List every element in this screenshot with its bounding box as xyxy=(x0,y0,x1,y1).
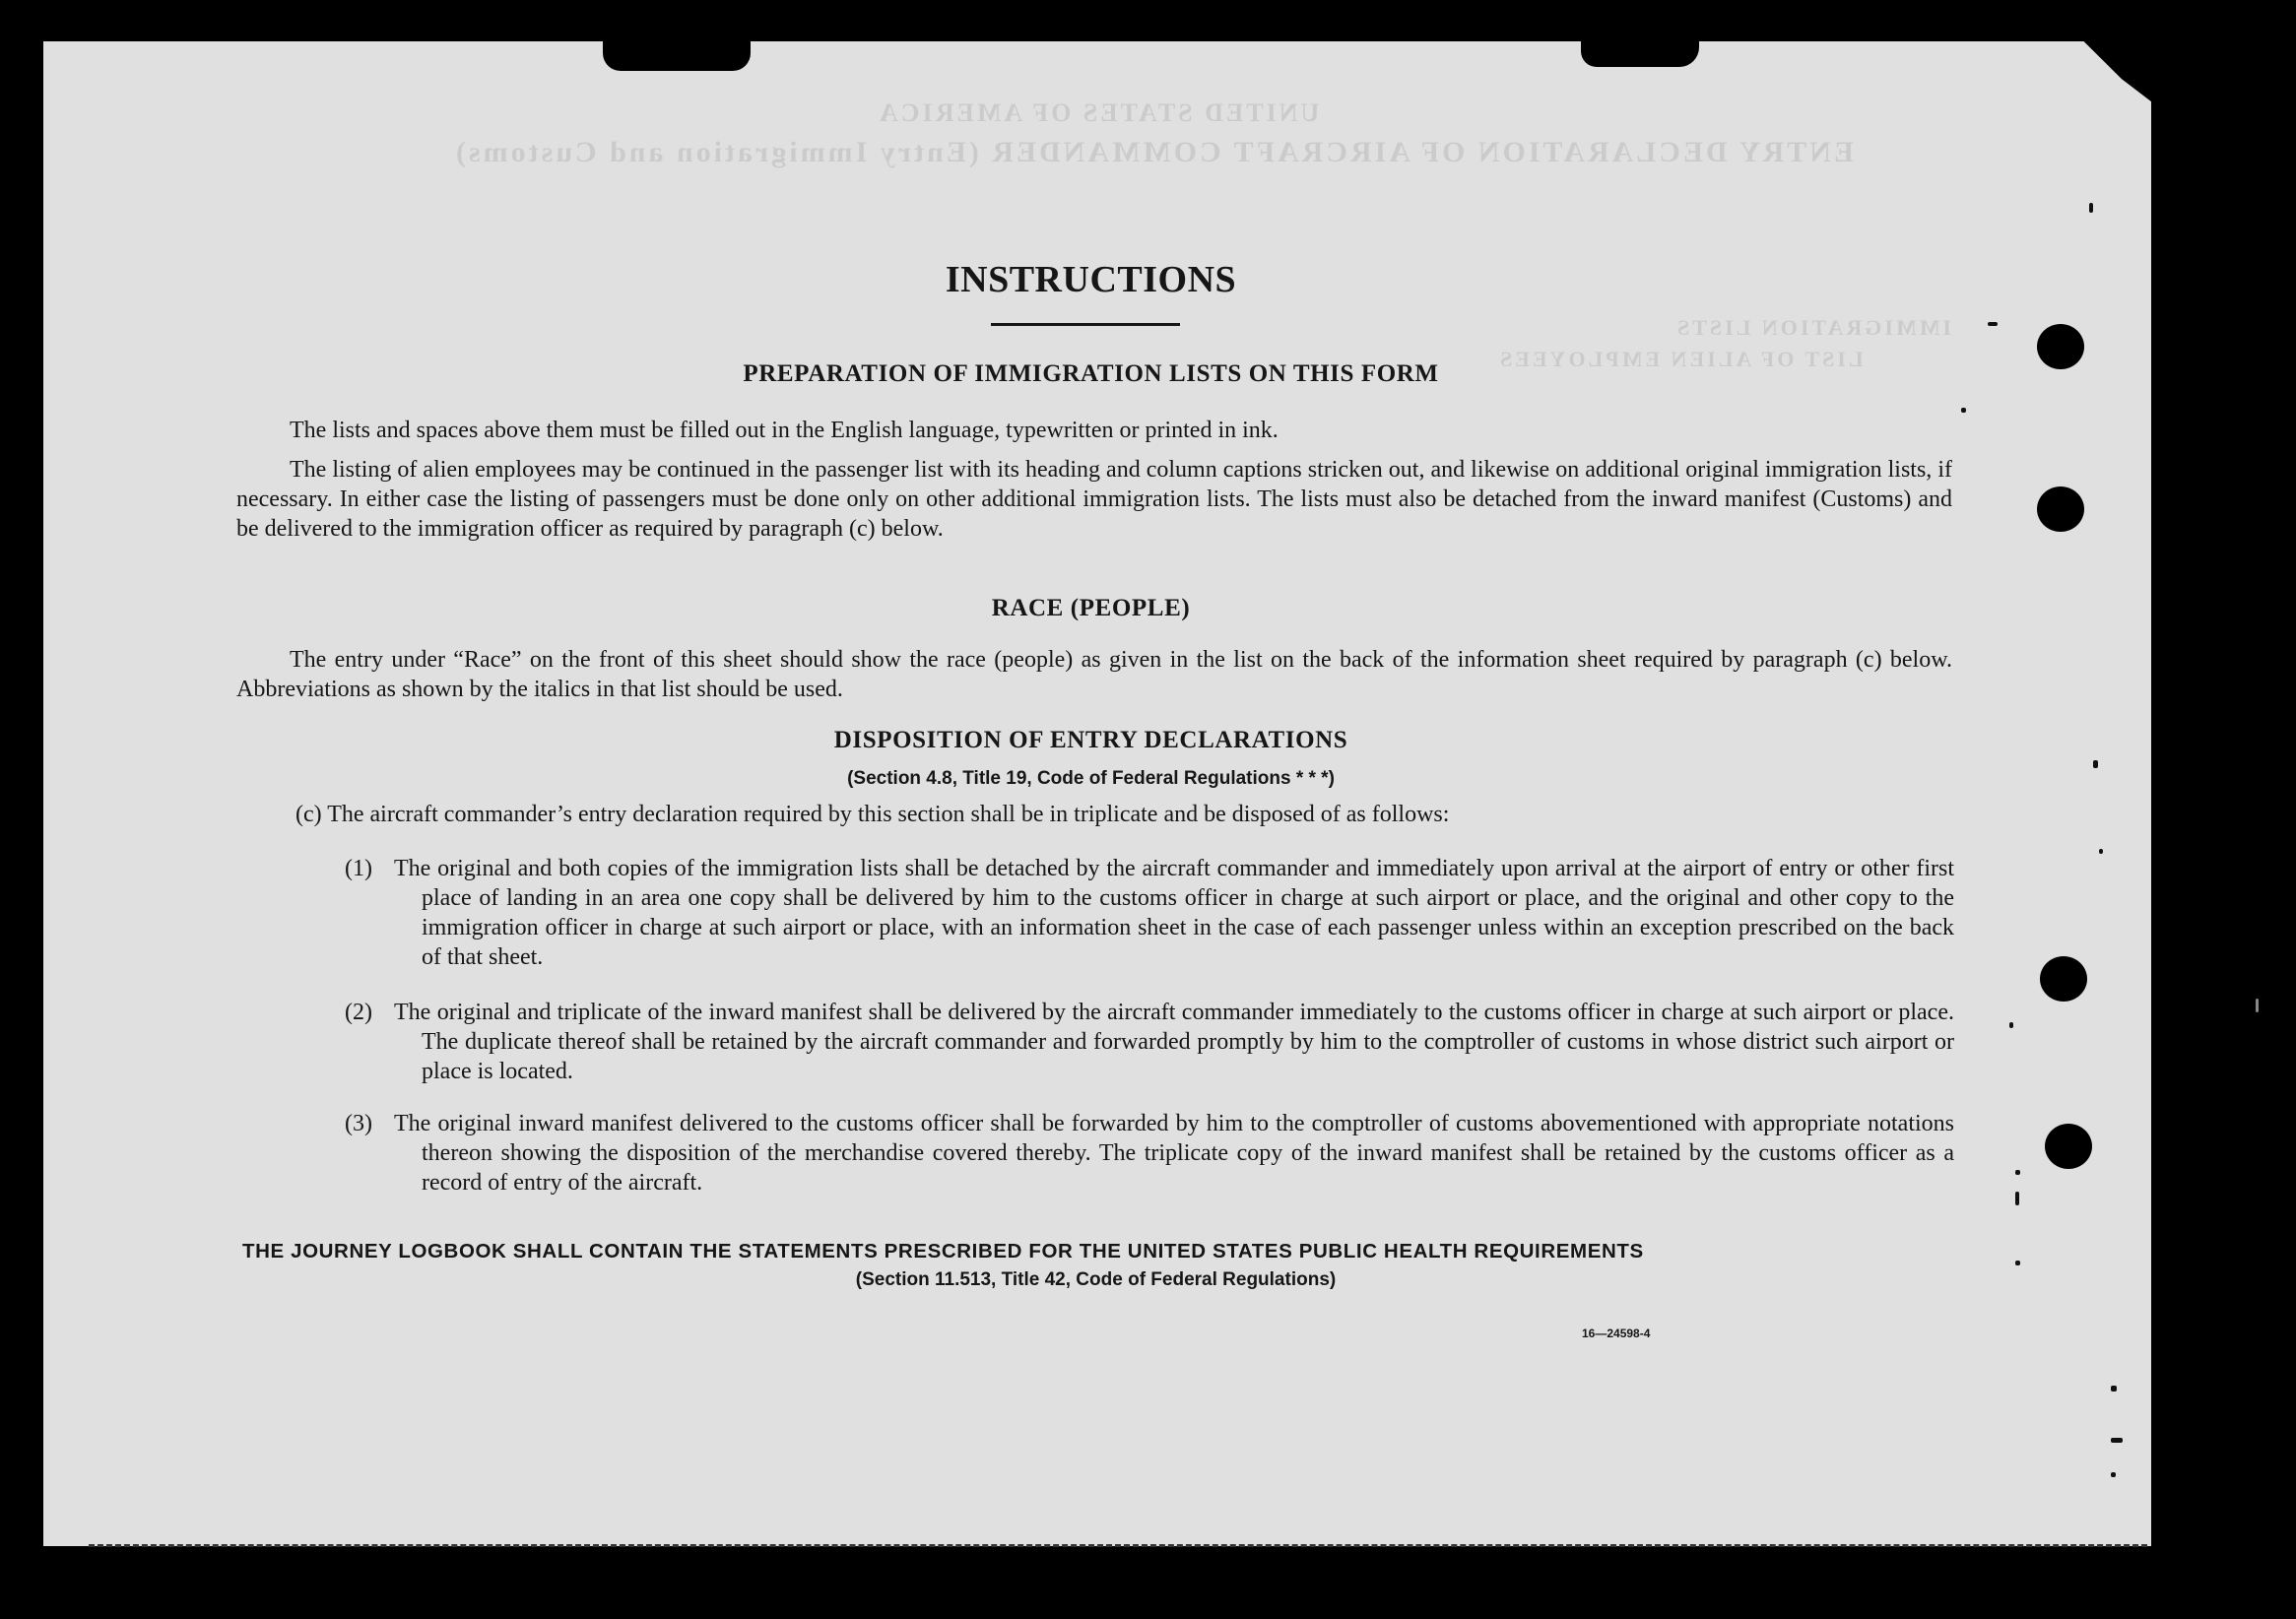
clause-label: (c) xyxy=(295,802,322,827)
bleed-through-text: IMMIGRATION LISTS xyxy=(1674,315,1952,340)
section-heading-disposition: DISPOSITION OF ENTRY DECLARATIONS xyxy=(833,727,1348,753)
public-health-citation: (Section 11.513, Title 42, Code of Federal Regulations) xyxy=(855,1269,1337,1290)
form-number: 16—24598-4 xyxy=(1582,1327,1651,1340)
section-heading-race: RACE (PEOPLE) xyxy=(991,595,1191,621)
title-underline xyxy=(991,323,1180,326)
paragraph-race: The entry under “Race” on the front of this sheet should show the race (people) as given in the list on the back of the information sheet required by paragraph (c) below. Abbreviations as shown by the italics in that list should be used. xyxy=(236,647,1952,702)
item-text: The original inward manifest delivered to the customs officer shall be forwarded by him to the comptroller of customs abovementioned with appropriate notations thereon showing the disposition of the merchandise covered thereby. The triplicate copy of the inward manifest shall be retained by the customs officer as a record of entry of the aircraft. xyxy=(394,1111,1954,1196)
bleed-through-text: UNITED STATES OF AMERICA xyxy=(877,98,1320,127)
paragraph-alien-employees: The listing of alien employees may be continued in the passenger list with its heading and column captions stricken out, and likewise on additional original immigration lists, if necessary. In either case the listing of passengers must be done only on other additional immigration lists. The lists must also be detached from the inward manifest (Customs) and be delivered to the immigration officer as required by paragraph (c) below. xyxy=(236,457,1952,542)
section-heading-preparation: PREPARATION OF IMMIGRATION LISTS ON THIS FORM xyxy=(743,360,1439,387)
item-number: (3) xyxy=(345,1111,372,1136)
public-health-statement: THE JOURNEY LOGBOOK SHALL CONTAIN THE STATEMENTS PRESCRIBED FOR THE UNITED STATES PUBLIC HEALTH REQUIREMENTS xyxy=(242,1240,1644,1263)
bleed-through-text: ENTRY DECLARATION OF AIRCRAFT COMMANDER (Entry Immigration and Customs) xyxy=(453,136,1854,168)
item-number: (2) xyxy=(345,1000,372,1025)
paragraph-language: The lists and spaces above them must be filled out in the English language, typewritten or printed in ink. xyxy=(290,418,1279,443)
item-text: The original and both copies of the immigration lists shall be detached by the aircraft commander and immediately upon arrival at the airport of entry or other first place of landing in an area one copy shall be delivered by him to the customs officer in charge at such airport or place, and the original and other copy to the immigration officer in charge at such airport or place, with an information sheet in the case of each passenger unless within an exception prescribed on the back of that sheet. xyxy=(394,856,1954,970)
clause-text: The aircraft commander’s entry declaration required by this section shall be in triplicate and be disposed of as follows: xyxy=(327,802,1450,827)
disposition-citation: (Section 4.8, Title 19, Code of Federal Regulations * * *) xyxy=(847,768,1335,789)
list-item xyxy=(345,998,1954,1086)
item-number: (1) xyxy=(345,856,372,881)
list-item xyxy=(345,1109,1954,1198)
bleed-through-text: LIST OF ALIEN EMPLOYEES xyxy=(1497,347,1864,371)
list-item xyxy=(345,854,1954,972)
item-text: The original and triplicate of the inward manifest shall be delivered by the aircraft commander immediately to the customs officer in charge at such airport or place. The duplicate thereof shall be retained by the aircraft commander and forwarded promptly by him to the comptroller of customs in whose district such airport or place is located. xyxy=(394,1000,1954,1084)
clause-c xyxy=(295,800,1970,829)
page-title: INSTRUCTIONS xyxy=(945,259,1237,300)
